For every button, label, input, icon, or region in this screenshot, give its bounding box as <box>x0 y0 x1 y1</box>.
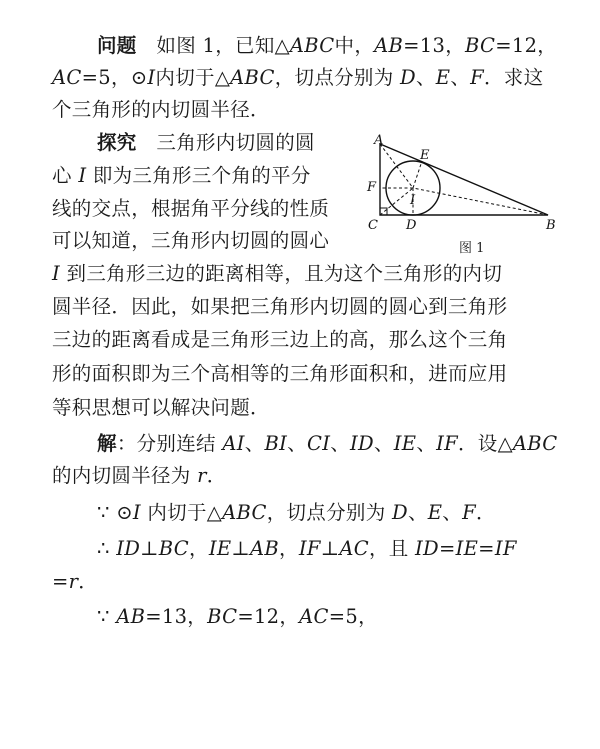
text-line-12 <box>52 396 270 420</box>
text-run: 、 <box>450 66 471 89</box>
text-run: 、 <box>407 501 428 524</box>
math-symbol: BC <box>158 537 190 560</box>
text-run: =12， <box>495 34 558 57</box>
text-line-2 <box>52 66 543 90</box>
text-run: 形的面积即为三个高相等的三角形面积和，进而应用 <box>52 362 508 385</box>
math-symbol: E <box>435 66 451 89</box>
text-run: 如图 1，已知△ <box>136 34 290 57</box>
text-run: = <box>438 537 456 560</box>
math-symbol: BC <box>207 605 238 628</box>
label-heading: 探究 <box>97 131 137 154</box>
text-run: =5， <box>328 605 378 628</box>
text-run: ∵ ⊙ <box>97 501 133 524</box>
math-symbol: AB <box>250 537 280 560</box>
math-symbol: E <box>427 501 443 524</box>
text-run: 到三角形三边的距离相等，且为这个三角形的内切 <box>60 262 503 285</box>
math-symbol: AI <box>222 432 245 455</box>
text-line-13 <box>97 432 557 456</box>
text-run: ． <box>78 570 99 593</box>
triangle-incircle-figure <box>360 128 575 258</box>
text-run: 三边的距离看成是三角形三边上的高，那么这个三角 <box>52 328 508 351</box>
math-symbol: BI <box>264 432 288 455</box>
text-line-17 <box>52 570 98 594</box>
text-run: ∴ <box>97 537 117 560</box>
math-symbol: AC <box>339 537 369 560</box>
text-line-14 <box>52 464 227 488</box>
text-run: ．设△ <box>457 432 513 455</box>
text-run: 即为三角形三个角的平分 <box>86 164 311 187</box>
label-heading: 问题 <box>97 34 137 57</box>
text-run: =13， <box>145 605 208 628</box>
math-symbol: CI <box>306 432 331 455</box>
text-line-15 <box>97 501 496 525</box>
math-symbol: ID <box>415 537 439 560</box>
text-line-3 <box>52 98 270 122</box>
math-symbol: AC <box>52 66 82 89</box>
math-symbol: IF <box>298 537 321 560</box>
text-run: 圆半径．因此，如果把三角形内切圆的圆心到三角形 <box>52 295 508 318</box>
segment-ie <box>413 161 422 188</box>
text-line-18 <box>97 605 378 629</box>
math-symbol: BC <box>465 34 496 57</box>
text-run: =5，⊙ <box>81 66 148 89</box>
text-run: 、 <box>442 501 463 524</box>
text-run: = <box>52 570 69 593</box>
text-line-4 <box>97 131 315 155</box>
math-symbol: r <box>68 570 79 593</box>
text-run: 三角形内切圆的圆 <box>136 131 315 154</box>
text-run: 、 <box>415 66 436 89</box>
text-run: 等积思想可以解决问题． <box>52 396 270 419</box>
math-symbol: IE <box>393 432 417 455</box>
text-run: =13， <box>403 34 466 57</box>
text-run: ，切点分别为 <box>266 501 392 524</box>
text-run: ⊥ <box>320 537 340 560</box>
math-symbol: D <box>400 66 416 89</box>
text-run: = <box>478 537 495 560</box>
text-run: 、 <box>287 432 307 455</box>
math-symbol: I <box>132 501 141 524</box>
text-run: ．求这 <box>484 66 544 89</box>
text-run: ， <box>279 537 299 560</box>
label-heading: 解 <box>97 432 117 455</box>
text-run: 、 <box>330 432 351 455</box>
math-symbol: I <box>147 66 156 89</box>
text-run: ． <box>475 501 496 524</box>
math-symbol: r <box>197 464 207 487</box>
text-run: 的内切圆半径为 <box>52 464 198 487</box>
math-symbol: AB <box>374 34 404 57</box>
label-c: C <box>368 218 378 233</box>
label-d: D <box>406 218 417 233</box>
label-e: E <box>420 148 430 163</box>
text-run: 心 <box>52 164 79 187</box>
text-run: ，且 <box>368 537 416 560</box>
label-b: B <box>546 218 556 233</box>
text-line-7 <box>52 229 329 253</box>
triangle-abc <box>380 144 548 215</box>
math-symbol: IE <box>455 537 479 560</box>
text-run: 个三角形的内切圆半径． <box>52 98 270 121</box>
text-run: =12， <box>237 605 300 628</box>
text-line-10 <box>52 328 507 352</box>
segment-bi <box>413 188 548 215</box>
math-symbol: ABC <box>289 34 335 57</box>
math-symbol: I <box>78 164 87 187</box>
math-symbol: AB <box>116 605 146 628</box>
math-symbol: ABC <box>230 66 275 89</box>
text-run: ⊥ <box>140 537 159 560</box>
label-a: A <box>374 133 384 148</box>
text-line-11 <box>52 362 507 386</box>
text-run: 、 <box>416 432 437 455</box>
text-run: ，切点分别为 <box>274 66 401 89</box>
text-run: 内切于△ <box>140 501 223 524</box>
text-run: ：分别连结 <box>116 432 223 455</box>
math-symbol: AC <box>299 605 329 628</box>
math-symbol: ABC <box>222 501 267 524</box>
text-line-6 <box>52 197 329 221</box>
text-run: 、 <box>244 432 265 455</box>
label-f: F <box>367 180 377 195</box>
math-symbol: D <box>392 501 408 524</box>
text-run: ∵ <box>97 605 117 628</box>
segment-ci <box>380 188 413 215</box>
math-symbol: ID <box>350 432 374 455</box>
text-run: ， <box>189 537 209 560</box>
math-symbol: I <box>52 262 61 285</box>
text-run: 线的交点，根据角平分线的性质 <box>52 197 330 220</box>
text-line-9 <box>52 295 507 319</box>
math-symbol: ABC <box>512 432 558 455</box>
text-run: 中， <box>334 34 375 57</box>
text-line-5 <box>52 164 311 188</box>
label-i: I <box>410 193 416 208</box>
text-line-16 <box>97 537 517 561</box>
text-run: 内切于△ <box>155 66 231 89</box>
math-symbol: F <box>462 501 476 524</box>
text-line-1 <box>97 34 557 58</box>
math-symbol: ID <box>116 537 141 560</box>
text-run: 可以知道，三角形内切圆的圆心 <box>52 229 330 252</box>
text-line-8 <box>52 262 502 286</box>
math-symbol: IF <box>436 432 458 455</box>
math-symbol: IE <box>208 537 232 560</box>
text-run: ⊥ <box>231 537 251 560</box>
text-run: 、 <box>373 432 394 455</box>
math-symbol: IF <box>494 537 517 560</box>
math-symbol: F <box>470 66 484 89</box>
figure-caption: 图 1 <box>459 241 485 256</box>
text-run: ． <box>206 464 227 487</box>
